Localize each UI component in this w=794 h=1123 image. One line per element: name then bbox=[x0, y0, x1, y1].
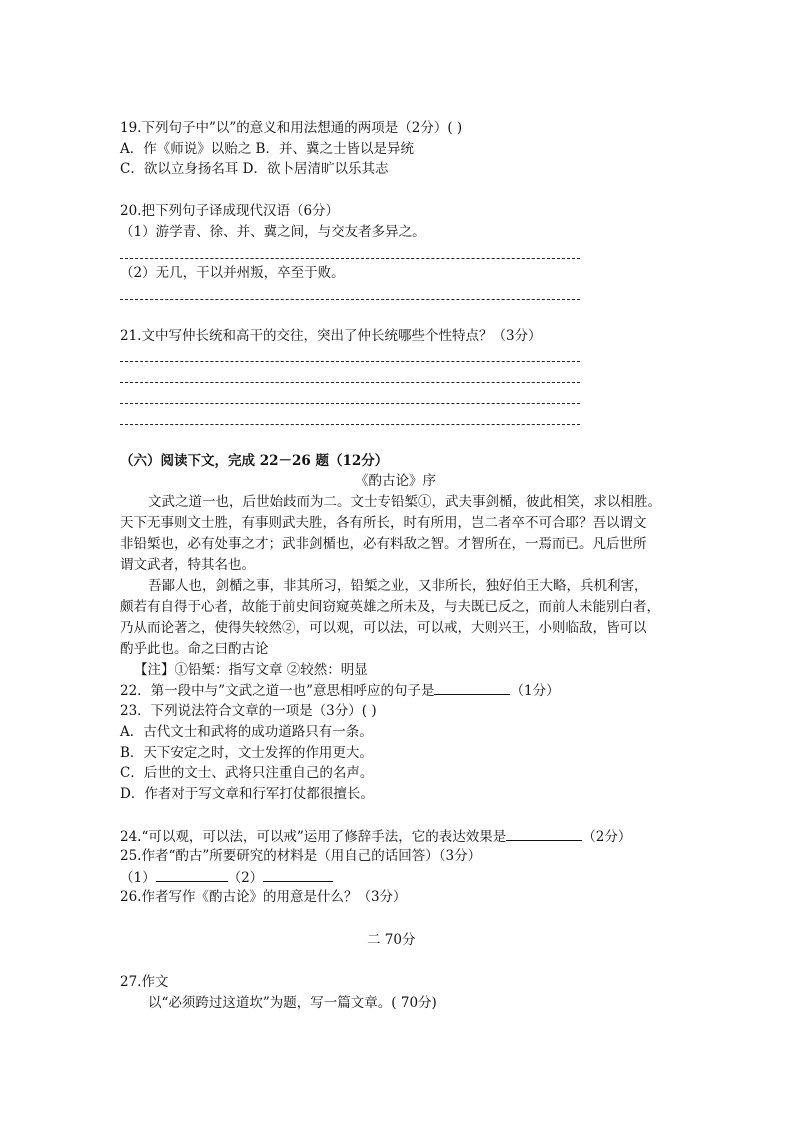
answer-line bbox=[120, 258, 580, 259]
passage-line: 天下无事则文士胜，有事则武夫胜，各有所长，时有所用，岂二者卒不可合耶？吾以谓文 bbox=[120, 515, 647, 531]
answer-line bbox=[120, 403, 580, 404]
q27-prompt: 以“必须跨过这道坎”为题，写一篇文章。( 70分) bbox=[148, 995, 437, 1011]
passage-line: 谓文武者，特其名也。 bbox=[120, 557, 255, 573]
q23-option-d: D．作者对于写文章和行军打仗都很擅长。 bbox=[120, 786, 374, 802]
q22-score: （1分） bbox=[510, 683, 560, 699]
answer-blank[interactable] bbox=[156, 867, 228, 882]
part-heading: 二 70分 bbox=[367, 932, 416, 948]
passage-line: 文武之道一也，后世始歧而为二。文士专铅椠①，武夫事剑楯，彼此相笑，求以相胜。 bbox=[148, 494, 661, 510]
q23-option-a: A．古代文士和武将的成功道路只有一条。 bbox=[120, 724, 373, 740]
q27-stem: 27.作文 bbox=[120, 974, 169, 990]
answer-blank[interactable] bbox=[506, 826, 582, 841]
passage-line: 非铅椠也，必有处事之才；武非剑楯也，必有料敌之智。才智所在，一焉而已。凡后世所 bbox=[120, 536, 647, 552]
q19-options-cd: C．欲以立身扬名耳 D．欲卜居清旷以乐其志 bbox=[120, 161, 389, 177]
q24-stem: 24.“可以观，可以法，可以戒”运用了修辞手法，它的表达效果是 bbox=[120, 829, 507, 845]
q19-stem: 19.下列句子中”以”的意义和用法想通的两项是（2分）( ) bbox=[120, 120, 463, 136]
q25-stem: 25.作者“酌古”所要研究的材料是（用自己的话回答）（3分） bbox=[120, 848, 482, 864]
q23-stem: 23．下列说法符合文章的一项是（3分）( ) bbox=[120, 703, 377, 719]
answer-line bbox=[120, 299, 580, 300]
q23-option-b: B．天下安定之时，文士发挥的作用更大。 bbox=[120, 745, 373, 761]
passage-line: 乃从而论著之，使得失较然②，可以观，可以法，可以戒，大则兴王，小则临敌，皆可以 bbox=[120, 620, 647, 636]
q24-score: （2分） bbox=[582, 829, 632, 845]
passage-title: 《酌古论》序 bbox=[355, 473, 436, 489]
passage-note: 【注】①铅椠：指写文章 ②较然：明显 bbox=[134, 662, 368, 678]
q21-stem: 21.文中写仲长统和高干的交往，突出了仲长统哪些个性特点？（3分） bbox=[120, 328, 542, 344]
section-heading: （六）阅读下文，完成 22－26 题（12分） bbox=[120, 453, 389, 469]
answer-blank[interactable] bbox=[263, 867, 333, 882]
q20-stem: 20.把下列句子译成现代汉语（6分） bbox=[120, 203, 340, 219]
passage-line: 颇若有自得于心者，故能于前史间窃窥英雄之所未及，与夫既已反之，而前人未能别白者， bbox=[120, 599, 660, 615]
q25-blank-2-label: （2） bbox=[227, 870, 264, 886]
answer-line bbox=[120, 382, 580, 383]
q19-options-ab: A．作《师说》以贻之 B．并、冀之士皆以是异统 bbox=[120, 141, 414, 157]
q22-stem: 22．第一段中与”文武之道一也”意思相呼应的句子是 bbox=[120, 683, 435, 699]
passage-line: 吾鄙人也，剑楯之事，非其所习，铅椠之业，又非所长，独好伯王大略，兵机利害， bbox=[148, 578, 648, 594]
answer-blank[interactable] bbox=[434, 680, 510, 695]
q25-blank-1-label: （1） bbox=[120, 870, 156, 886]
answer-line bbox=[120, 361, 580, 362]
q20-sentence-1: （1）游学青、徐、并、冀之间，与交友者多异之。 bbox=[120, 224, 426, 240]
q22-line bbox=[120, 680, 560, 701]
answer-line bbox=[120, 424, 580, 425]
q23-option-c: C．后世的文士、武将只注重自己的名声。 bbox=[120, 765, 374, 781]
passage-line: 酌乎此也。命之曰酌古论 bbox=[120, 641, 269, 657]
q25-blanks bbox=[120, 867, 333, 888]
q20-sentence-2: （2）无几，干以并州叛，卒至于败。 bbox=[120, 265, 345, 281]
q24-line bbox=[120, 826, 631, 847]
q26-stem: 26.作者写作《酌古论》的用意是什么？（3分） bbox=[120, 889, 407, 905]
